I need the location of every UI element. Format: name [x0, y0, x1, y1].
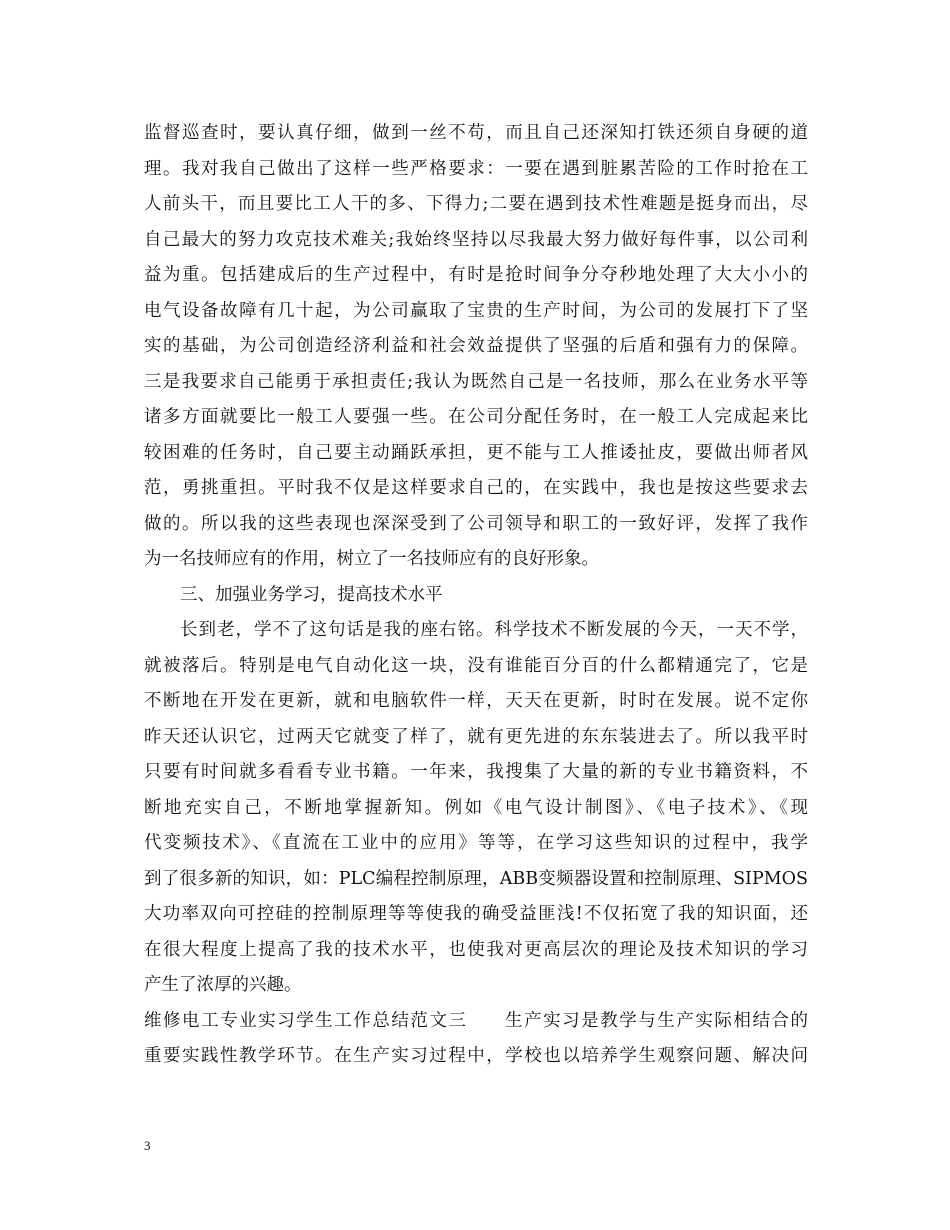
- text-line: 断地充实自己，不断地掌握新知。例如《电气设计制图》、《电子技术》、《现: [144, 797, 808, 818]
- text-line: 较困难的任务时，自己要主动踊跃承担，更不能与工人推诿扯皮，要做出师者风: [144, 442, 808, 463]
- text-line: 诸多方面就要比一般工人要强一些。在公司分配任务时，在一般工人完成起来比: [144, 407, 808, 427]
- section-heading: 三、加强业务学习，提高技术水平: [180, 584, 443, 605]
- text-line: 就被落后。特别是电气自动化这一块，没有谁能百分百的什么都精通完了，它是: [144, 655, 808, 676]
- text-line: 电气设备故障有几十起，为公司赢取了宝贵的生产时间，为公司的发展打下了坚: [144, 300, 808, 321]
- text-line: 范，勇挑重担。平时我不仅是这样要求自己的，在实践中，我也是按这些要求去: [144, 478, 808, 498]
- text-line: 长到老，学不了这句话是我的座右铭。科学技术不断发展的今天，一天不学，: [180, 620, 808, 640]
- text-line: 实的基础，为公司创造经济利益和社会效益提供了坚强的后盾和强有力的保障。: [144, 336, 808, 356]
- text-line: 做的。所以我的这些表现也深深受到了公司领导和职工的一致好评，发挥了我作: [144, 513, 808, 534]
- body-text: [144, 116, 808, 1075]
- text-line: 理。我对我自己做出了这样一些严格要求：一要在遇到脏累苦险的工作时抢在工: [144, 158, 808, 179]
- article-title: 维修电工专业实习学生工作总结范文三: [144, 1010, 468, 1031]
- text-line: 益为重。包括建成后的生产过程中，有时是抢时间争分夺秒地处理了大大小小的: [144, 265, 808, 285]
- article-title-line: [144, 1004, 808, 1040]
- text-line: 不断地在开发在更新，就和电脑软件一样，天天在更新，时时在发展。说不定你: [144, 691, 808, 711]
- text-line: 产生了浓厚的兴趣。: [144, 975, 302, 995]
- text-line: 昨天还认识它，过两天它就变了样了，就有更先进的东东装进去了。所以我平时: [144, 726, 808, 747]
- text-line: 大功率双向可控硅的控制原理等等使我的确受益匪浅!不仅拓宽了我的知识面，还: [144, 904, 808, 924]
- page-number: 3: [144, 1138, 151, 1153]
- text-line: 自己最大的努力攻克技术难关;我始终坚持以尽我最大努力做好每件事，以公司利: [144, 229, 808, 250]
- text-line: 监督巡查时，要认真仔细，做到一丝不苟，而且自己还深知打铁还须自身硬的道: [144, 123, 808, 143]
- text-line: 在很大程度上提高了我的技术水平，也使我对更高层次的理论及技术知识的学习: [144, 939, 808, 960]
- text-line: 重要实践性教学环节。在生产实习过程中，学校也以培养学生观察问题、解决问: [144, 1046, 808, 1066]
- text-line: 代变频技术》、《直流在工业中的应用》等等，在学习这些知识的过程中，我学: [144, 833, 808, 853]
- text-line: 到了很多新的知识，如：PLC编程控制原理，ABB变频器设置和控制原理、SIPMOS: [144, 868, 808, 889]
- text-line: 为一名技师应有的作用，树立了一名技师应有的良好形象。: [144, 549, 599, 569]
- article-intro: 生产实习是教学与生产实际相结合的: [503, 1010, 808, 1031]
- text-line: 三是我要求自己能勇于承担责任;我认为既然自己是一名技师，那么在业务水平等: [144, 371, 808, 392]
- text-line: 只要有时间就多看看专业书籍。一年来，我搜集了大量的新的专业书籍资料，不: [144, 762, 808, 782]
- text-line: 人前头干，而且要比工人干的多、下得力;二要在遇到技术性难题是挺身而出，尽: [144, 194, 808, 214]
